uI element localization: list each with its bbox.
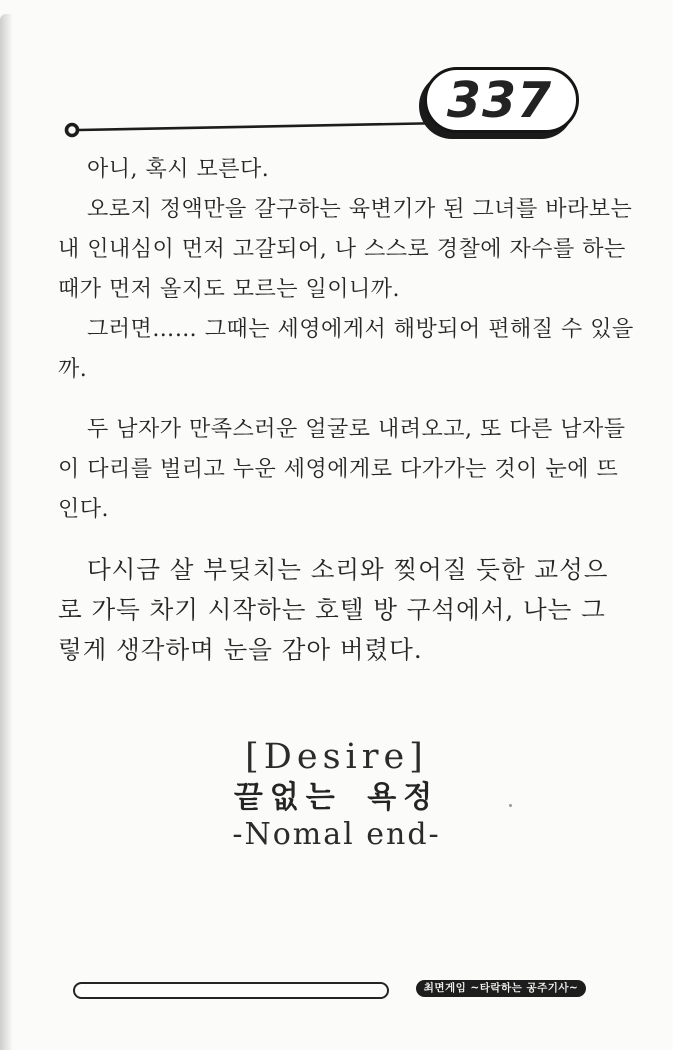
ending-subtitle: -Nomal end- <box>232 817 441 852</box>
header-rule-line <box>79 123 447 130</box>
ending-title-en: [Desire] <box>245 737 428 777</box>
scan-speck <box>509 804 512 807</box>
paragraph <box>58 190 633 310</box>
footer-series-badge <box>416 980 586 997</box>
footer-series-title: 최면게임 ~타락하는 공주기사~ <box>423 982 579 995</box>
header-rule-ring-icon <box>67 125 78 136</box>
paragraph <box>58 550 618 670</box>
text-line: 오로지 정액만을 갈구하는 육변기가 된 그녀를 바라보는 <box>87 197 633 222</box>
text-line: 때가 먼저 올지도 모르는 일이니까. <box>58 277 400 302</box>
paragraph <box>58 310 634 390</box>
text-line: 아니, 혹시 모른다. <box>87 157 270 182</box>
paragraph <box>58 410 626 530</box>
footer-pill <box>73 982 389 999</box>
text-line: 인다. <box>58 497 109 522</box>
body-text <box>58 150 634 670</box>
text-line: 내 인내심이 먼저 고갈되어, 나 스스로 경찰에 자수를 하는 <box>58 237 626 262</box>
paragraph <box>58 150 618 190</box>
text-line: 다시금 살 부딪치는 소리와 찢어질 듯한 교성으 <box>87 555 609 584</box>
text-line: 이 다리를 벌리고 누운 세영에게로 다가가는 것이 눈에 뜨 <box>58 457 619 482</box>
ending-title-ko: 끝없는 욕정 <box>233 780 440 815</box>
text-line: 렇게 생각하며 눈을 감아 버렸다. <box>58 635 423 664</box>
text-line: 까. <box>58 357 88 382</box>
page-number: 337 <box>446 71 553 129</box>
text-line: 두 남자가 만족스러운 얼굴로 내려오고, 또 다른 남자들 <box>87 417 626 442</box>
page-number-badge <box>424 67 579 133</box>
ending-block <box>0 736 673 852</box>
text-line: 그러면…… 그때는 세영에게서 해방되어 편해질 수 있을 <box>87 317 634 342</box>
text-line: 로 가득 차기 시작하는 호텔 방 구석에서, 나는 그 <box>58 595 606 624</box>
scan-edge-shadow <box>0 14 13 1050</box>
